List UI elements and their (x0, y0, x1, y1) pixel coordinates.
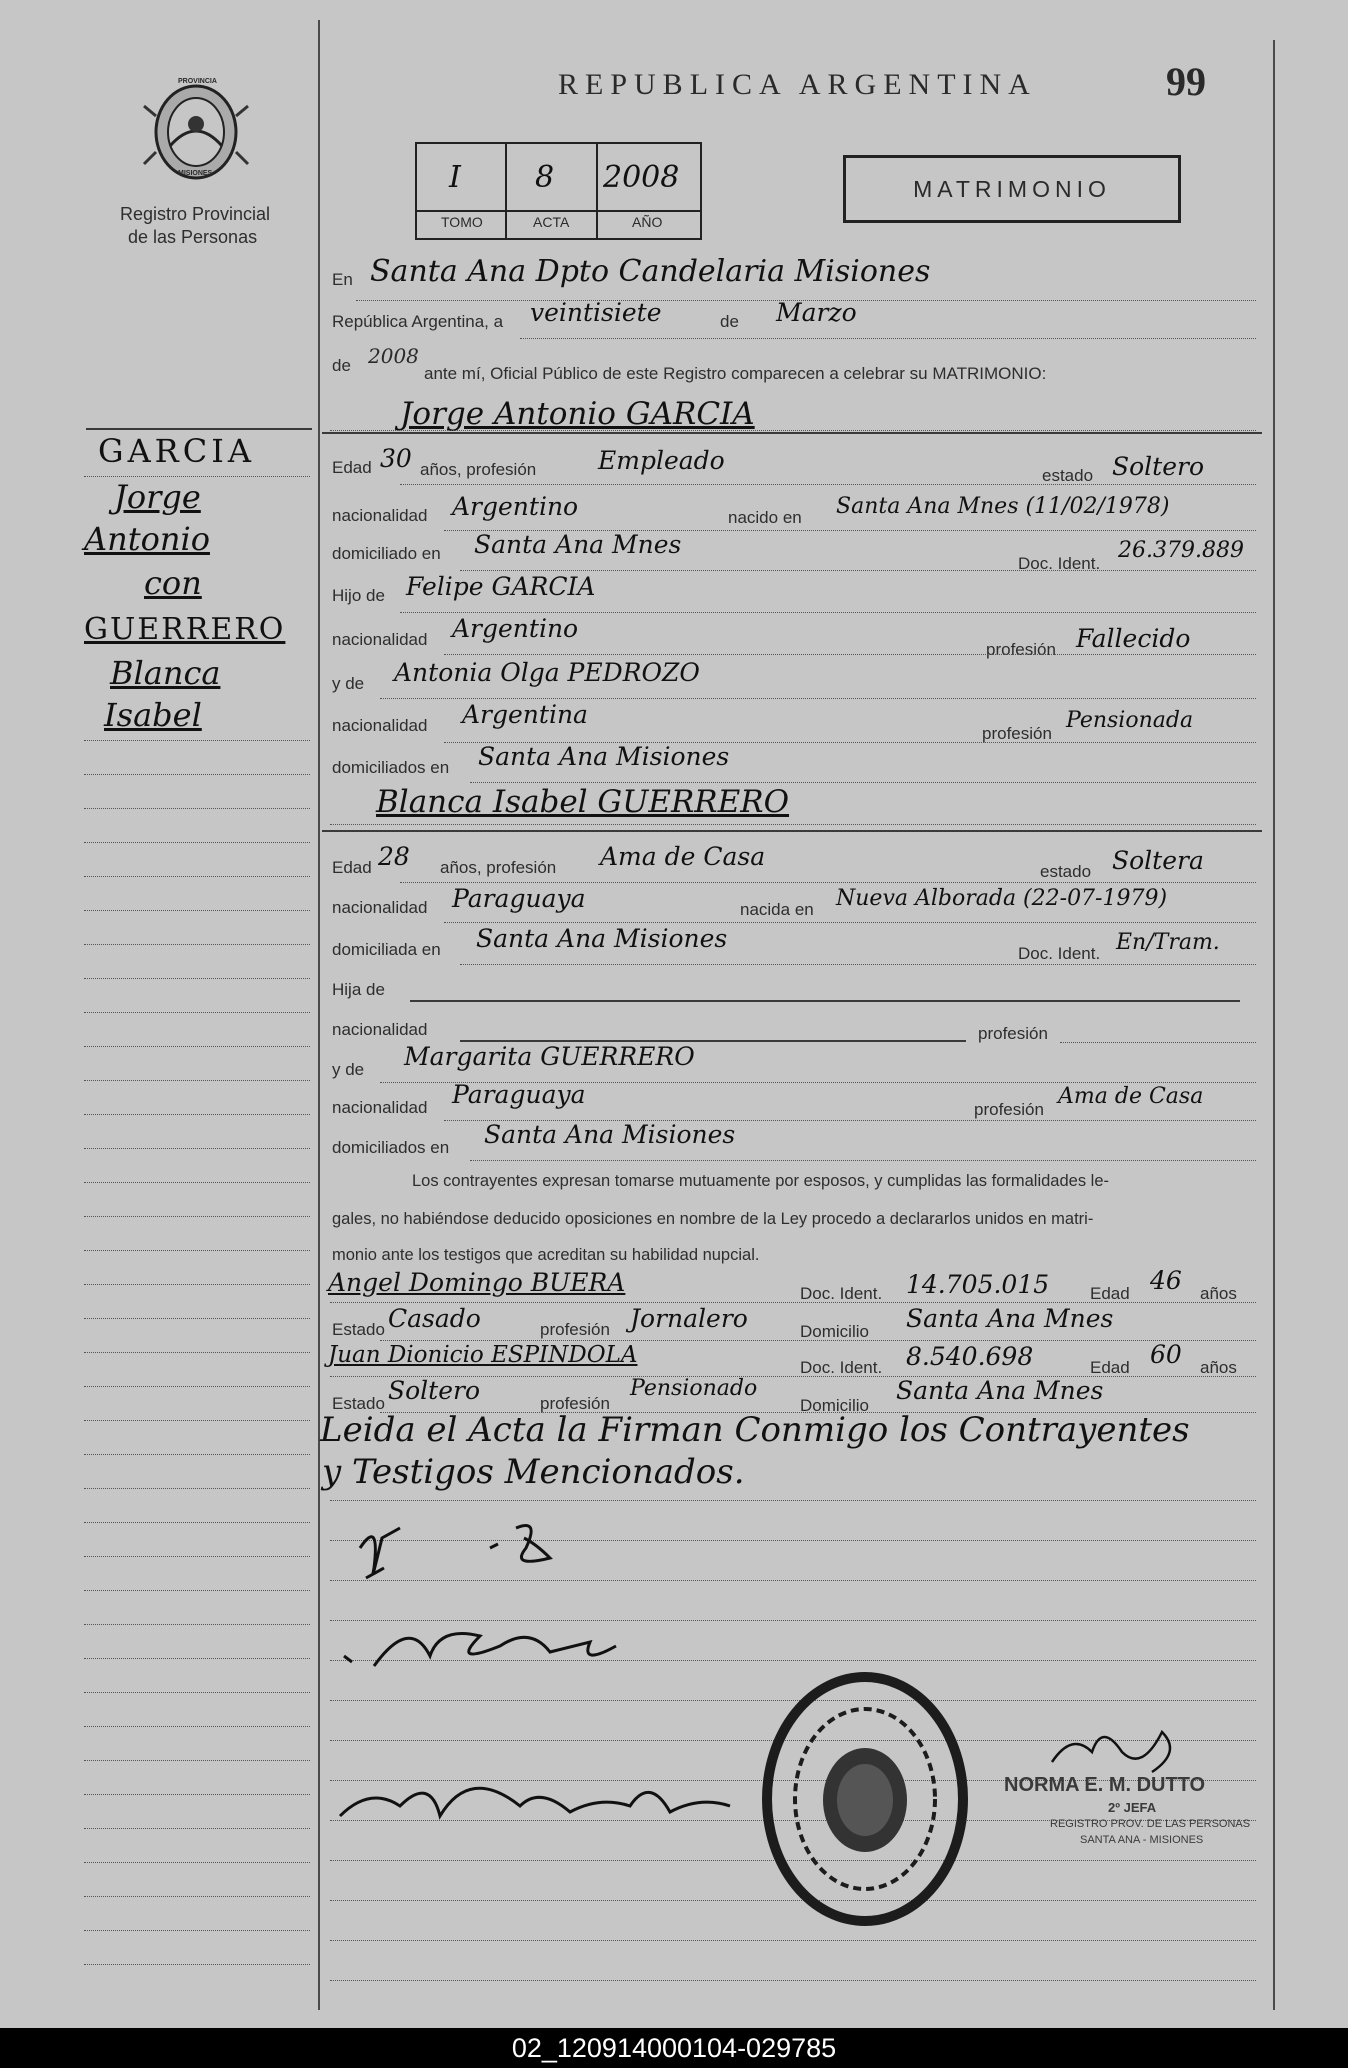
bride-birthplace: Nueva Alborada (22-07-1979) (836, 886, 1168, 911)
dotted-line (400, 484, 1256, 485)
witness2-anos-label: años (1200, 1358, 1237, 1377)
witness1-domicilio-label: Domicilio (800, 1322, 869, 1341)
blank-dotted-line (330, 1980, 1256, 1981)
dotted-line (1060, 1042, 1256, 1043)
groom-profesion-label: años, profesión (420, 460, 537, 479)
groom-doc-label: Doc. Ident. (1018, 554, 1101, 573)
witness1-profession: Jornalero (630, 1304, 748, 1333)
margin-dotted-line (84, 1114, 310, 1115)
groom-parents-domicilio: Santa Ana Misiones (478, 742, 730, 771)
margin-top-rule (86, 428, 312, 430)
dotted-line (400, 882, 1256, 883)
seal-text-top: PROVINCIA (178, 78, 217, 85)
groom-age: 30 (380, 444, 412, 473)
groom-name: Jorge Antonio GARCIA (400, 396, 755, 432)
dotted-line (330, 824, 1256, 825)
bride-mother-prof-label: profesión (974, 1100, 1044, 1119)
groom-estado: Soltero (1112, 452, 1205, 481)
anio-value: 2008 (603, 160, 680, 195)
margin-dotted-line (84, 910, 310, 911)
groom-hijo-label: Hijo de (332, 586, 385, 605)
bride-nacionalidad: Paraguaya (452, 884, 586, 913)
margin-dotted-line (84, 1590, 310, 1591)
dotted-line (470, 1160, 1256, 1161)
margin-dotted-line (84, 1250, 310, 1251)
witness2-profesion-label: profesión (540, 1394, 610, 1413)
document-code-footer: 02_120914000104-029785 (0, 2028, 1348, 2068)
witness1-name: Angel Domingo BUERA (328, 1268, 626, 1297)
margin-dotted-line (84, 1182, 310, 1183)
declaration-line-1: Los contrayentes expresan tomarse mutuamente por esposos, y cumplidas las formalidades le- (412, 1172, 1110, 1190)
margin-dotted-line (84, 1386, 310, 1387)
blank-dotted-line (330, 1940, 1256, 1941)
witness1-estado: Casado (388, 1304, 481, 1333)
groom-nacido-label: nacido en (728, 508, 802, 527)
witness2-profession: Pensionado (630, 1376, 758, 1401)
groom-father-prof: Fallecido (1076, 624, 1191, 653)
dotted-line (380, 1340, 1256, 1341)
day-value: veintisiete (530, 298, 662, 327)
groom-estado-label: estado (1042, 466, 1094, 485)
margin-dotted-line (84, 1658, 310, 1659)
margin-dotted-line (84, 1420, 310, 1421)
dotted-line (444, 654, 1256, 655)
acta-value: 8 (535, 160, 555, 195)
witness1-domicilio: Santa Ana Mnes (906, 1304, 1114, 1333)
bride-father-prof-label: profesión (978, 1024, 1048, 1043)
tomo-label: TOMO (441, 214, 483, 230)
de-label-2: de (332, 356, 351, 375)
bride-doc-label: Doc. Ident. (1018, 944, 1101, 963)
witness1-doc: 14.705.015 (906, 1270, 1050, 1299)
official-circular-stamp (760, 1672, 970, 1926)
bride-father-nac-label: nacionalidad (332, 1020, 428, 1039)
groom-domiciliado-label: domiciliado en (332, 544, 441, 563)
margin-dotted-line (84, 1760, 310, 1761)
witness1-profesion-label: profesión (540, 1320, 610, 1339)
dotted-line (520, 338, 1256, 339)
margin-dotted-line (84, 1930, 310, 1931)
witness2-estado: Soltero (388, 1376, 481, 1405)
bride-mother-nac-label: nacionalidad (332, 1098, 428, 1117)
witness2-edad-label: Edad (1090, 1358, 1130, 1377)
bride-doc: En/Tram. (1116, 930, 1220, 955)
place-value: Santa Ana Dpto Candelaria Misiones (370, 254, 931, 289)
document-type-label: MATRIMONIO (913, 176, 1111, 202)
margin-dotted-line (84, 1216, 310, 1217)
witness2-domicilio: Santa Ana Mnes (896, 1376, 1104, 1405)
closing-line-2: y Testigos Mencionados. (322, 1452, 745, 1492)
witness2-doc: 8.540.698 (906, 1342, 1034, 1371)
witness1-doc-label: Doc. Ident. (800, 1284, 883, 1303)
margin-con: con (144, 564, 202, 602)
witness1-anos-label: años (1200, 1284, 1237, 1303)
witness2-estado-label: Estado (332, 1394, 385, 1413)
bride-hija-label: Hija de (332, 980, 385, 999)
margin-dotted-line (84, 476, 310, 477)
margin-name-groom-1: Jorge (114, 478, 201, 516)
signature-witnesses (330, 1756, 750, 1846)
bride-estado: Soltera (1112, 846, 1204, 875)
groom-mother-prof: Pensionada (1066, 708, 1194, 733)
margin-dotted-line (84, 1794, 310, 1795)
bride-domiciliados-label: domiciliados en (332, 1138, 450, 1157)
margin-dotted-line (84, 1896, 310, 1897)
margin-dotted-line (84, 1522, 310, 1523)
groom-profession: Empleado (598, 446, 725, 475)
margin-dotted-line (84, 1012, 310, 1013)
section-rule (322, 432, 1262, 434)
bride-estado-label: estado (1040, 862, 1092, 881)
margin-dotted-line (84, 842, 310, 843)
groom-father-nac-label: nacionalidad (332, 630, 428, 649)
margin-dotted-line (84, 1148, 310, 1149)
margin-dotted-line (84, 1624, 310, 1625)
dotted-line (330, 1302, 1256, 1303)
tomo-value: I (449, 160, 461, 195)
margin-dotted-line (84, 1454, 310, 1455)
seal-text-bottom: MISIONES (178, 170, 213, 177)
ante-text: ante mí, Oficial Público de este Registro comparecen a celebrar su MATRIMONIO: (424, 364, 1047, 383)
bride-edad-label: Edad (332, 858, 372, 877)
groom-mother: Antonia Olga PEDROZO (394, 658, 700, 687)
closing-line-1: Leida el Acta la Firman Conmigo los Contrayentes (320, 1410, 1190, 1450)
margin-dotted-line (84, 1862, 310, 1863)
bride-profession: Ama de Casa (600, 842, 766, 871)
signature-bride (330, 1606, 650, 1686)
margin-surname-bride: GUERRERO (84, 612, 286, 647)
margin-dotted-line (84, 944, 310, 945)
margin-dotted-line (84, 774, 310, 775)
matrimonio-box (843, 155, 1181, 223)
registry-name-line2: de las Personas (128, 227, 258, 247)
margin-dotted-line (84, 1964, 310, 1965)
bride-nacionalidad-label: nacionalidad (332, 898, 428, 917)
bride-mother-prof: Ama de Casa (1058, 1084, 1204, 1109)
dotted-line (444, 922, 1256, 923)
margin-surname-groom: GARCIA (98, 432, 255, 470)
bride-domiciliada-label: domiciliada en (332, 940, 441, 959)
bride-father-blank-line (410, 1000, 1240, 1002)
margin-dotted-line (84, 1556, 310, 1557)
groom-nacionalidad-label: nacionalidad (332, 506, 428, 525)
official-stamp-role: 2º JEFA (1108, 1800, 1157, 1815)
dotted-line (460, 570, 1256, 571)
witness2-name: Juan Dionicio ESPINDOLA (328, 1342, 638, 1368)
official-stamp-org: REGISTRO PROV. DE LAS PERSONAS (1050, 1818, 1251, 1830)
country-title: REPUBLICA ARGENTINA (558, 68, 1037, 101)
declaration-line-3: monio ante los testigos que acreditan su habilidad nupcial. (332, 1246, 760, 1264)
anio-label: AÑO (632, 214, 663, 230)
registry-name-line1: Registro Provincial (120, 204, 271, 224)
witness2-domicilio-label: Domicilio (800, 1396, 869, 1415)
margin-dotted-line (84, 1828, 310, 1829)
groom-doc: 26.379.889 (1118, 538, 1244, 563)
dotted-line (380, 698, 1256, 699)
bride-mother: Margarita GUERRERO (404, 1042, 695, 1071)
bride-domicilio: Santa Ana Misiones (476, 924, 728, 953)
groom-father: Felipe GARCIA (406, 572, 596, 601)
dotted-line (460, 964, 1256, 965)
groom-edad-label: Edad (332, 458, 372, 477)
margin-dotted-line (84, 876, 310, 877)
margin-dotted-line (84, 978, 310, 979)
bride-mother-nac: Paraguaya (452, 1080, 586, 1109)
page-number: 99 (1166, 59, 1206, 104)
bride-parents-domicilio: Santa Ana Misiones (484, 1120, 736, 1149)
margin-dotted-line (84, 1352, 310, 1353)
groom-yde-label: y de (332, 674, 365, 693)
year-value: 2008 (368, 344, 419, 368)
margin-divider-line (318, 20, 320, 2010)
margin-name-groom-2: Antonio (84, 520, 210, 558)
witness1-estado-label: Estado (332, 1320, 385, 1339)
groom-birthplace: Santa Ana Mnes (11/02/1978) (836, 494, 1170, 519)
groom-nacionalidad: Argentino (452, 492, 579, 521)
blank-dotted-line (330, 1500, 1256, 1501)
witness2-doc-label: Doc. Ident. (800, 1358, 883, 1377)
de-label-1: de (720, 312, 739, 331)
republica-label: República Argentina, a (332, 312, 504, 331)
en-label: En (332, 270, 353, 289)
bride-age: 28 (378, 842, 410, 871)
month-value: Marzo (776, 298, 857, 327)
bride-profesion-label: años, profesión (440, 858, 557, 877)
groom-domicilio: Santa Ana Mnes (474, 530, 682, 559)
margin-dotted-line (84, 1488, 310, 1489)
section-rule (322, 830, 1262, 832)
groom-domiciliados-label: domiciliados en (332, 758, 450, 777)
official-stamp-name: NORMA E. M. DUTTO (1004, 1774, 1206, 1796)
groom-mother-nac: Argentina (462, 700, 588, 729)
dotted-line (400, 612, 1256, 613)
margin-name-bride-1: Blanca (110, 654, 221, 692)
groom-father-prof-label: profesión (986, 640, 1056, 659)
bride-nacida-label: nacida en (740, 900, 814, 919)
witness2-age: 60 (1150, 1340, 1182, 1369)
margin-dotted-line (84, 740, 310, 741)
margin-dotted-line (84, 1046, 310, 1047)
groom-mother-prof-label: profesión (982, 724, 1052, 743)
margin-dotted-line (84, 1318, 310, 1319)
margin-dotted-line (84, 1692, 310, 1693)
margin-dotted-line (84, 1726, 310, 1727)
groom-mother-nac-label: nacionalidad (332, 716, 428, 735)
dotted-line (330, 430, 1256, 431)
margin-dotted-line (84, 1080, 310, 1081)
witness1-edad-label: Edad (1090, 1284, 1130, 1303)
declaration-line-2: gales, no habiéndose deducido oposiciones en nombre de la Ley procedo a declararlos unidos en matri- (332, 1210, 1094, 1228)
bride-name: Blanca Isabel GUERRERO (376, 784, 790, 820)
official-stamp-place: SANTA ANA - MISIONES (1080, 1834, 1204, 1846)
margin-name-bride-2: Isabel (104, 696, 202, 734)
margin-dotted-line (84, 1284, 310, 1285)
bride-yde-label: y de (332, 1060, 365, 1079)
margin-dotted-line (84, 808, 310, 809)
signature-groom (340, 1508, 620, 1598)
dotted-line (470, 782, 1256, 783)
groom-father-nac: Argentino (452, 614, 579, 643)
witness1-age: 46 (1150, 1266, 1182, 1295)
registry-box (415, 142, 702, 240)
right-border-line (1273, 40, 1275, 2010)
acta-label: ACTA (533, 214, 570, 230)
